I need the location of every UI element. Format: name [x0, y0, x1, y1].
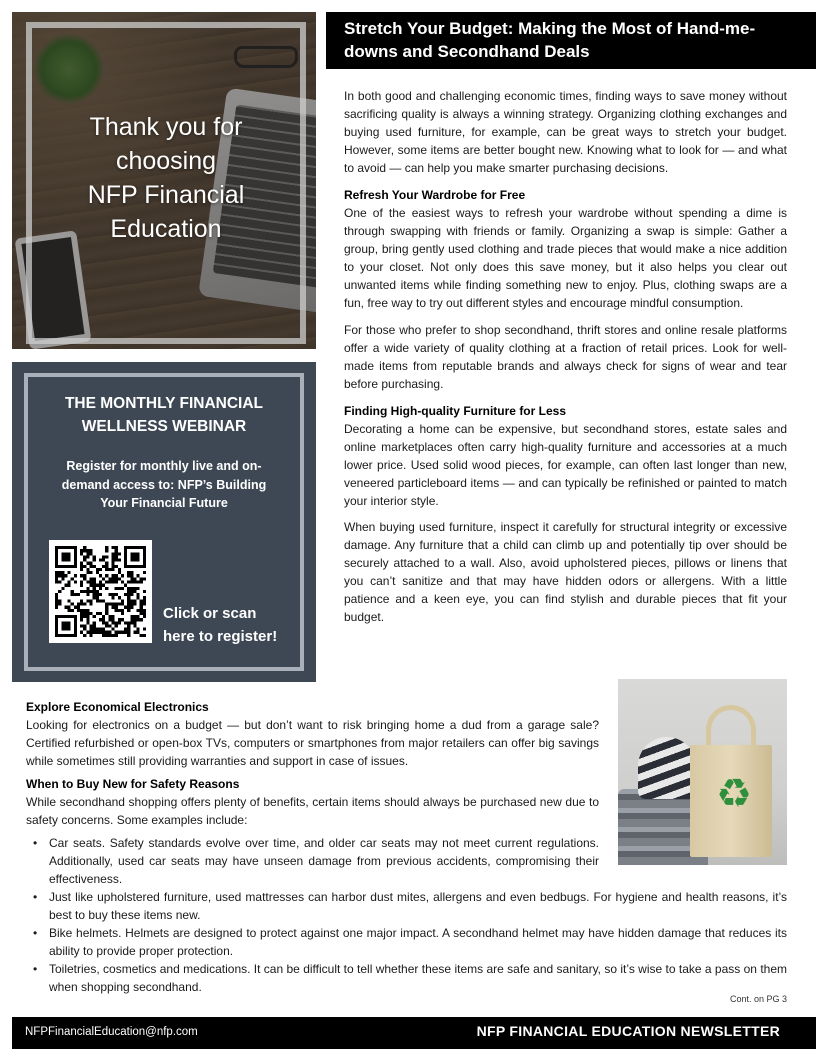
section-heading-safety: When to Buy New for Safety Reasons [26, 777, 240, 791]
paragraph-electronics: Looking for electronics on a budget — but don’t want to risk bringing home a dud from a garage sale? Certified refurbished or open-box TVs, computers or smartphones from major retailers can offer big savings while sometimes still providing warranties and support in case of issues. [26, 718, 599, 768]
webinar-promo[interactable] [12, 362, 316, 682]
webinar-title-line: THE MONTHLY FINANCIAL [64, 395, 264, 412]
paragraph-furniture-inspect: When buying used furniture, inspect it carefully for structural integrity or excessive damage. Any furniture that a child can climb up and potentially tip over should be securely attached to a wall. Also, avoid upholstered pieces, pillows or linens that you can’t sanitize and that may have hidden odors or allergens. With a little patience and a keen eye, you can find stylish and durable pieces that fit your budget. [344, 520, 787, 624]
hero-photo [12, 12, 316, 349]
section-heading-electronics: Explore Economical Electronics [26, 700, 209, 714]
thank-you-line: Education [110, 215, 222, 243]
footer-brand: NFP FINANCIAL EDUCATION NEWSLETTER [476, 1023, 780, 1039]
register-link[interactable] [163, 602, 303, 648]
webinar-subtitle-line: Register for monthly live and on- [66, 459, 262, 473]
webinar-subtitle-line: demand access to: NFP’s Building [61, 477, 267, 492]
article-intro: In both good and challenging economic times, finding ways to save money without sacrificing quality is always a winning strategy. Organizing clothing exchanges and buying used furniture, for example, can be great ways to stretch your budget. However, some items are better bought new. Knowing what to look for — and what to avoid — can help you make smarter purchasing decisions. [344, 89, 787, 175]
safety-list [26, 834, 787, 996]
webinar-title-line: WELLNESS WEBINAR [81, 418, 247, 435]
qr-code-icon[interactable] [49, 540, 152, 643]
webinar-subtitle-line: Your Financial Future [100, 496, 228, 510]
footer-email-link[interactable]: NFPFinancialEducation@nfp.com [25, 1026, 198, 1038]
list-item: • Just like upholstered furniture, used mattresses can harbor dust mites, allergens and even bedbugs. For hygiene and health reasons, it’s best to buy these items new. [26, 888, 787, 924]
register-link-line[interactable]: here to register! [163, 628, 278, 645]
register-link-line[interactable]: Click or scan [163, 605, 257, 622]
thank-you-line: Thank you for [89, 113, 243, 141]
recycle-icon: ♻ [716, 771, 752, 817]
footer-bar [12, 1017, 816, 1049]
paragraph-safety: While secondhand shopping offers plenty of benefits, certain items should always be purchased new due to safety concerns. Some examples include: [26, 795, 599, 827]
thank-you-line: choosing [115, 147, 217, 175]
paragraph-wardrobe-swap: One of the easiest ways to refresh your wardrobe without spending a dime is through swapping with friends or family. Organizing a swap is simple: Gather a group, bring gently used clothing and trade pieces that would make a nice addition to your closet. Not only does this save money, but it also helps you clear out unwanted items while finding something new to enjoy. Plus, clothing swaps are a fun, free way to try out different styles and encourage mindful consumption. [344, 206, 787, 310]
qr-code-graphic [55, 546, 146, 637]
list-item: • Toiletries, cosmetics and medications. It can be difficult to tell whether these items are safe and sanitary, so it’s wise to take a pass on them when shopping secondhand. [26, 960, 787, 996]
paragraph-thrift: For those who prefer to shop secondhand, thrift stores and online resale platforms offer a wide variety of quality clothing at a fraction of retail prices. Look for well-made items from reputable brands and always check for signs of wear and tear before purchasing. [344, 323, 787, 391]
article-body-lower [26, 698, 787, 996]
thank-you-message [26, 110, 306, 246]
section-heading-furniture: Finding High-quality Furniture for Less [344, 404, 566, 418]
paragraph-furniture: Decorating a home can be expensive, but secondhand stores, estate sales and online marketplaces often carry high-quality furniture and accessories at a much lower price. Used solid wood pieces, for example, can often last longer than new, veneered particleboard items — and can typically be refinished or painted to match your interior style. [344, 422, 787, 508]
webinar-title [36, 392, 292, 438]
webinar-subtitle [48, 457, 280, 513]
continued-note: Cont. on PG 3 [729, 994, 787, 1004]
list-item: • Car seats. Safety standards evolve over time, and older car seats may not meet current regulations. Additionally, used car seats may have unseen damage from previous accidents, compromising their effectiveness. [26, 834, 599, 888]
article-title: Stretch Your Budget: Making the Most of Hand-me-downs and Secondhand Deals [326, 12, 816, 69]
section-heading-wardrobe: Refresh Your Wardrobe for Free [344, 188, 526, 202]
thank-you-line: NFP Financial [87, 181, 245, 209]
article-body-right [344, 87, 787, 626]
list-item: • Bike helmets. Helmets are designed to protect against one major impact. A secondhand helmet may have hidden damage that reduces its ability to provide proper protection. [26, 924, 787, 960]
